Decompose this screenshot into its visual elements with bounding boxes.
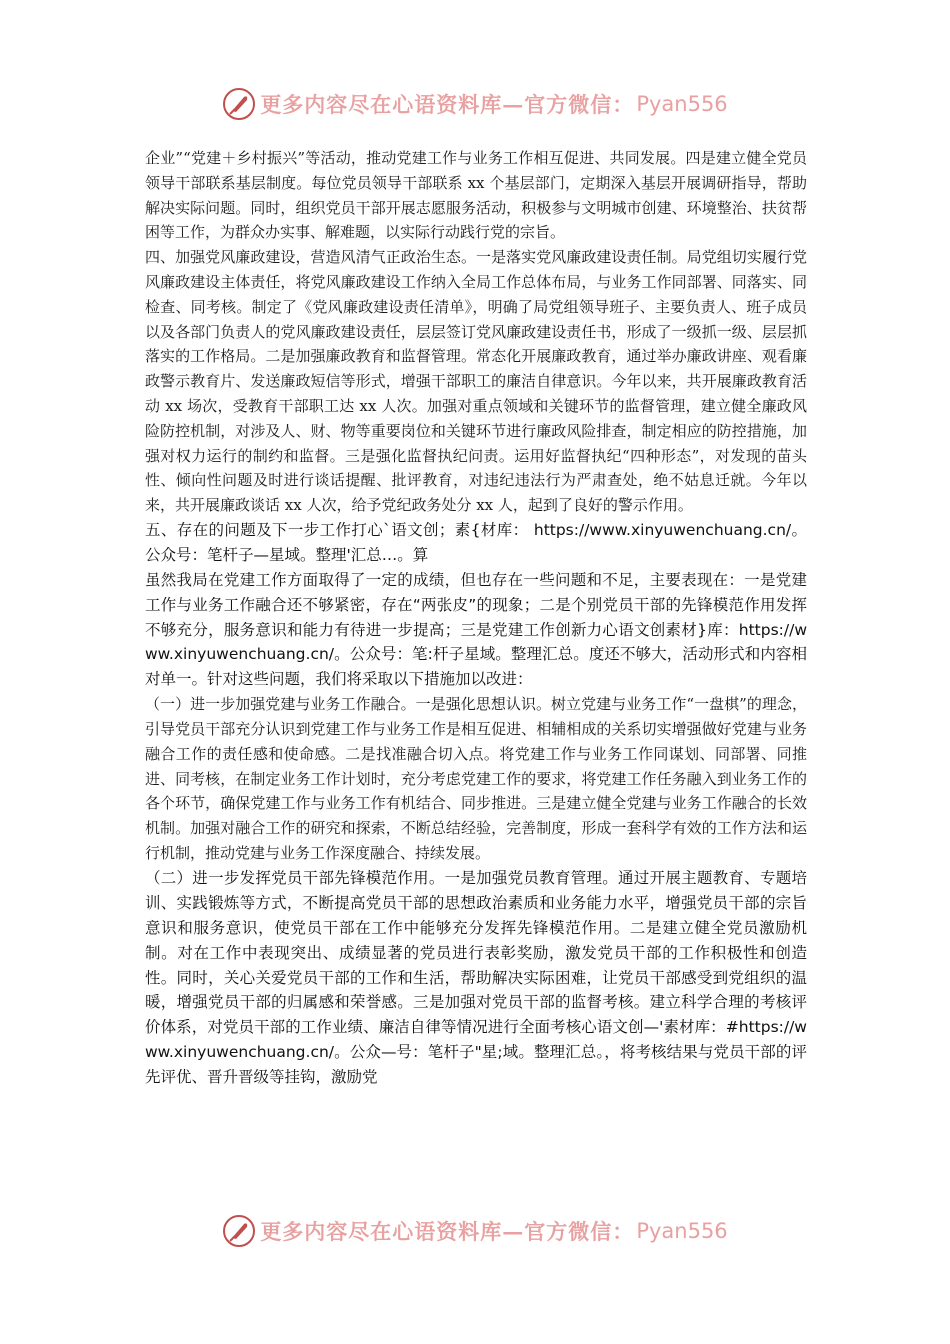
footer-banner <box>0 1211 950 1251</box>
header-banner-text: 更多内容尽在心语资料库—官方微信： <box>260 92 635 117</box>
paragraph-community-service: 企业”“党建＋乡村振兴”等活动，推动党建工作与业务工作相互促进、共同发展。四是建立健全党员领导干部联系基层制度。每位党员领导干部联系 xx 个基层部门，定期深入基层开展调研指导，帮助解决实际问题。同时，组织党员干部开展志愿服务活动，积极参与文明城市创建、环境整治、扶贫帮困等工作，为群众办实事、解难题，以实际行动践行党的宗旨。 <box>145 149 807 242</box>
document-body <box>145 146 807 1090</box>
header-banner <box>0 84 950 124</box>
header-banner-handle: Pyan556 <box>636 92 728 116</box>
paragraph-problems-summary: 虽然我局在党建工作方面取得了一定的成绩，但也存在一些问题和不足，主要表现在：一是党建工作与业务工作融合还不够紧密，存在“两张皮”的现象；二是个别党员干部的先锋模范作用发挥不够充分，服务意识和能力有待进一步提高；三是党建工作创新力心语文创素材}库：https://www.xinyuwenchuang.cn/。公众号：笔:杆子星域。整理汇总。度还不够大，活动形式和内容相对单一。针对这些问题，我们将采取以下措施加以改进： <box>145 570 807 689</box>
paragraph-vanguard-measures: （二）进一步发挥党员干部先锋模范作用。一是加强党员教育管理。通过开展主题教育、专题培训、实践锻炼等方式，不断提高党员干部的思想政治素质和业务能力水平，增强党员干部的宗旨意识和服务意识，使党员干部在工作中能够充分发挥先锋模范作用。二是建立健全党员激励机制。对在工作中表现突出、成绩显著的党员进行表彰奖励，激发党员干部的工作积极性和创造性。同时，关心关爱党员干部的工作和生活，帮助解决实际困难，让党员干部感受到党组织的温暖，增强党员干部的归属感和荣誉感。三是加强对党员干部的监督考核。建立科学合理的考核评价体系，对党员干部的工作业绩、廉洁自律等情况进行全面考核心语文创—'素材库：#https://www.xinyuwenchuang.cn/。公众—号：笔杆子"星;域。整理汇总。，将考核结果与党员干部的评先评优、晋升晋级等挂钩，激励党 <box>145 868 807 1087</box>
footer-banner-handle: Pyan556 <box>636 1219 728 1243</box>
paragraph-problems-heading: 五、存在的问题及下一步工作打心`语文创；素{材库： https://www.xinyuwenchuang.cn/。公众号：笔杆子—星域。整理'汇总…。算 <box>145 520 807 564</box>
paragraph-clean-governance: 四、加强党风廉政建设，营造风清气正政治生态。一是落实党风廉政建设责任制。局党组切实履行党风廉政建设主体责任，将党风廉政建设工作纳入全局工作总体布局，与业务工作同部署、同落实、同检查、同考核。制定了《党风廉政建设责任清单》，明确了局党组领导班子、主要负责人、班子成员以及各部门负责人的党风廉政建设责任，层层签订党风廉政建设责任书，形成了一级抓一级、层层抓落实的工作格局。二是加强廉政教育和监督管理。常态化开展廉政教育，通过举办廉政讲座、观看廉政警示教育片、发送廉政短信等形式，增强干部职工的廉洁自律意识。今年以来，共开展廉政教育活动 xx 场次，受教育干部职工达 xx 人次。加强对重点领域和关键环节的监督管理，建立健全廉政风险防控机制，对涉及人、财、物等重要岗位和关键环节进行廉政风险排查，制定相应的防控措施，加强对权力运行的制约和监督。三是强化监督执纪问责。运用好监督执纪“四种形态”，对发现的苗头性、倾向性问题及时进行谈话提醒、批评教育，对违纪违法行为严肃查处，绝不姑息迁就。今年以来，共开展廉政谈话 xx 人次，给予党纪政务处分 xx 人，起到了良好的警示作用。 <box>145 248 807 515</box>
quill-logo-icon <box>222 87 256 121</box>
footer-banner-text: 更多内容尽在心语资料库—官方微信： <box>260 1219 635 1244</box>
paragraph-integration-measures: （一）进一步加强党建与业务工作融合。一是强化思想认识。树立党建与业务工作“一盘棋”的理念，引导党员干部充分认识到党建工作与业务工作是相互促进、相辅相成的关系切实增强做好党建与业务融合工作的责任感和使命感。二是找准融合切入点。将党建工作与业务工作同谋划、同部署、同推进、同考核，在制定业务工作计划时，充分考虑党建工作的要求，将党建工作任务融入到业务工作的各个环节，确保党建工作与业务工作有机结合、同步推进。三是建立健全党建与业务工作融合的长效机制。加强对融合工作的研究和探索，不断总结经验，完善制度，形成一套科学有效的工作方法和运行机制，推动党建与业务工作深度融合、持续发展。 <box>145 695 807 863</box>
quill-logo-icon <box>222 1214 256 1248</box>
